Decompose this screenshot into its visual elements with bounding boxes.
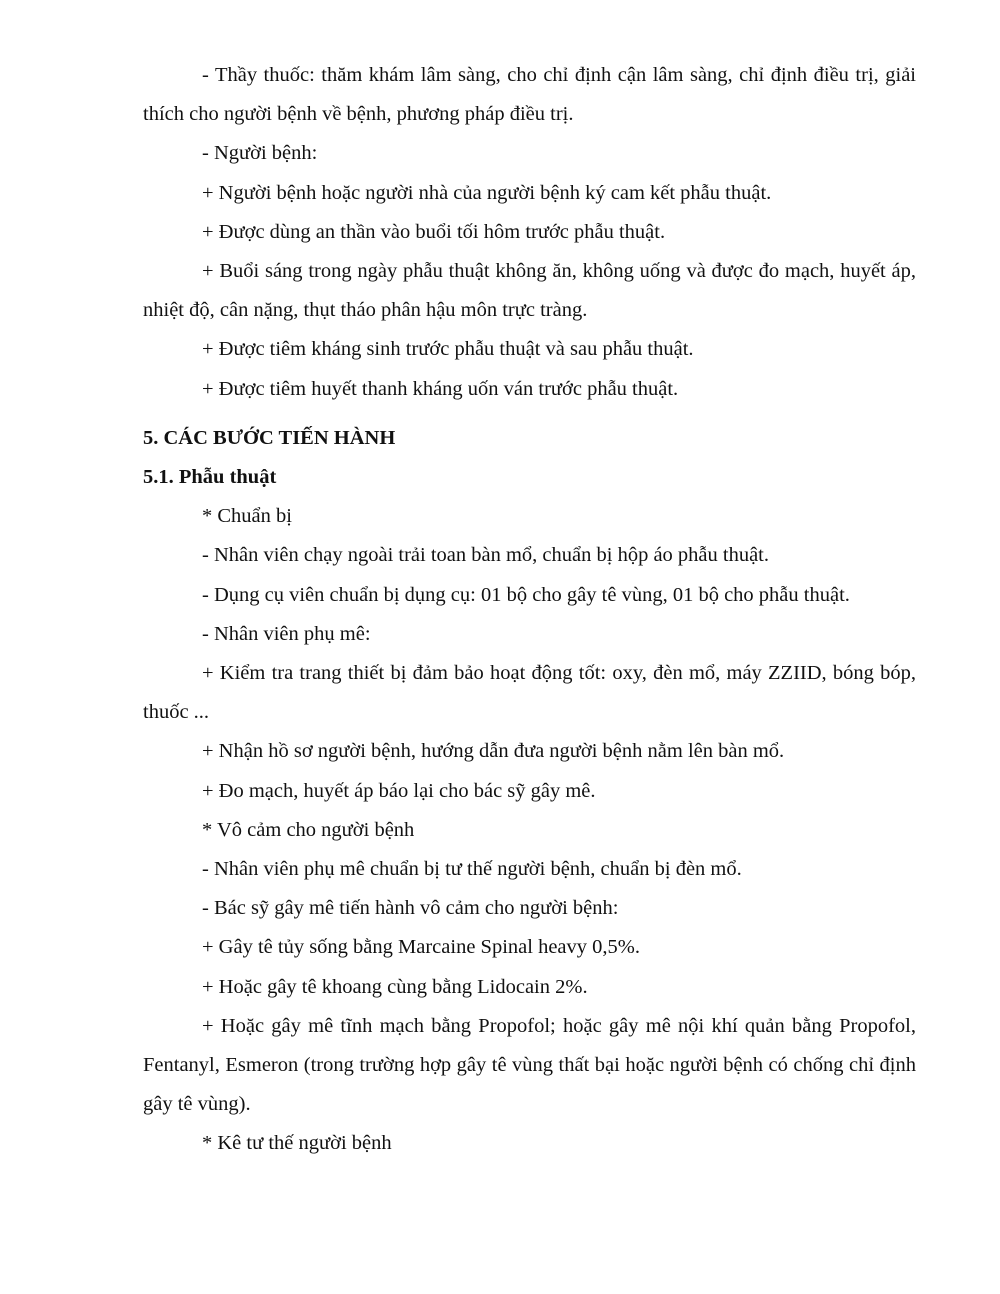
paragraph-antibiotic: + Được tiêm kháng sinh trước phẫu thuật và sau phẫu thuật. (202, 338, 694, 361)
paragraph-consent: + Người bệnh hoặc người nhà của người bệnh ký cam kết phẫu thuật. (202, 181, 772, 204)
document-body (143, 56, 916, 1164)
paragraph-positioning-heading: * Kê tư thế người bệnh (202, 1132, 392, 1155)
paragraph-morning-prep: + Buổi sáng trong ngày phẫu thuật không ăn, không uống và được đo mạch, huyết áp, nhiệt độ, cân nặng, thụt tháo phân hậu môn trực tràng. (143, 260, 916, 322)
paragraph-anesthesia-heading: * Vô cảm cho người bệnh (202, 818, 415, 841)
paragraph-anesthetist: - Bác sỹ gây mê tiến hành vô cảm cho người bệnh: (202, 897, 619, 920)
paragraph-vitals: + Đo mạch, huyết áp báo lại cho bác sỹ gây mê. (202, 779, 596, 802)
paragraph-spinal: + Gây tê tủy sống bằng Marcaine Spinal heavy 0,5%. (202, 936, 640, 959)
paragraph-sedation: + Được dùng an thần vào buổi tối hôm trước phẫu thuật. (202, 220, 666, 243)
paragraph-anesthesia-staff: - Nhân viên phụ mê: (202, 622, 371, 645)
subsection-heading: 5.1. Phẫu thuật (143, 466, 277, 489)
paragraph-tetanus: + Được tiêm huyết thanh kháng uốn ván trước phẫu thuật. (202, 377, 679, 400)
paragraph-general: + Hoặc gây mê tĩnh mạch bằng Propofol; hoặc gây mê nội khí quản bằng Propofol, Fentanyl, Esmeron (trong trường hợp gây tê vùng thất bại hoặc người bệnh có chống chỉ định gây tê vùng). (143, 1014, 916, 1116)
paragraph-records: + Nhận hồ sơ người bệnh, hướng dẫn đưa người bệnh nằm lên bàn mổ. (202, 740, 785, 763)
paragraph-equipment-check: + Kiểm tra trang thiết bị đảm bảo hoạt động tốt: oxy, đèn mổ, máy ZZIID, bóng bóp, thuốc ... (143, 662, 916, 724)
paragraph-caudal: + Hoặc gây tê khoang cùng bằng Lidocain 2%. (202, 975, 588, 998)
paragraph-circulating-staff: - Nhân viên chạy ngoài trải toan bàn mổ, chuẩn bị hộp áo phẫu thuật. (202, 544, 770, 567)
paragraph-positioning-prep: - Nhân viên phụ mê chuẩn bị tư thế người bệnh, chuẩn bị đèn mổ. (202, 858, 742, 881)
paragraph-instrument-staff: - Dụng cụ viên chuẩn bị dụng cụ: 01 bộ cho gây tê vùng, 01 bộ cho phẫu thuật. (202, 583, 850, 606)
paragraph-patient: - Người bệnh: (202, 142, 318, 165)
section-heading: 5. CÁC BƯỚC TIẾN HÀNH (143, 426, 396, 449)
paragraph-doctor: - Thầy thuốc: thăm khám lâm sàng, cho chỉ định cận lâm sàng, chỉ định điều trị, giải thích cho người bệnh về bệnh, phương pháp điều trị. (143, 64, 916, 126)
paragraph-preparation: * Chuẩn bị (202, 505, 292, 528)
